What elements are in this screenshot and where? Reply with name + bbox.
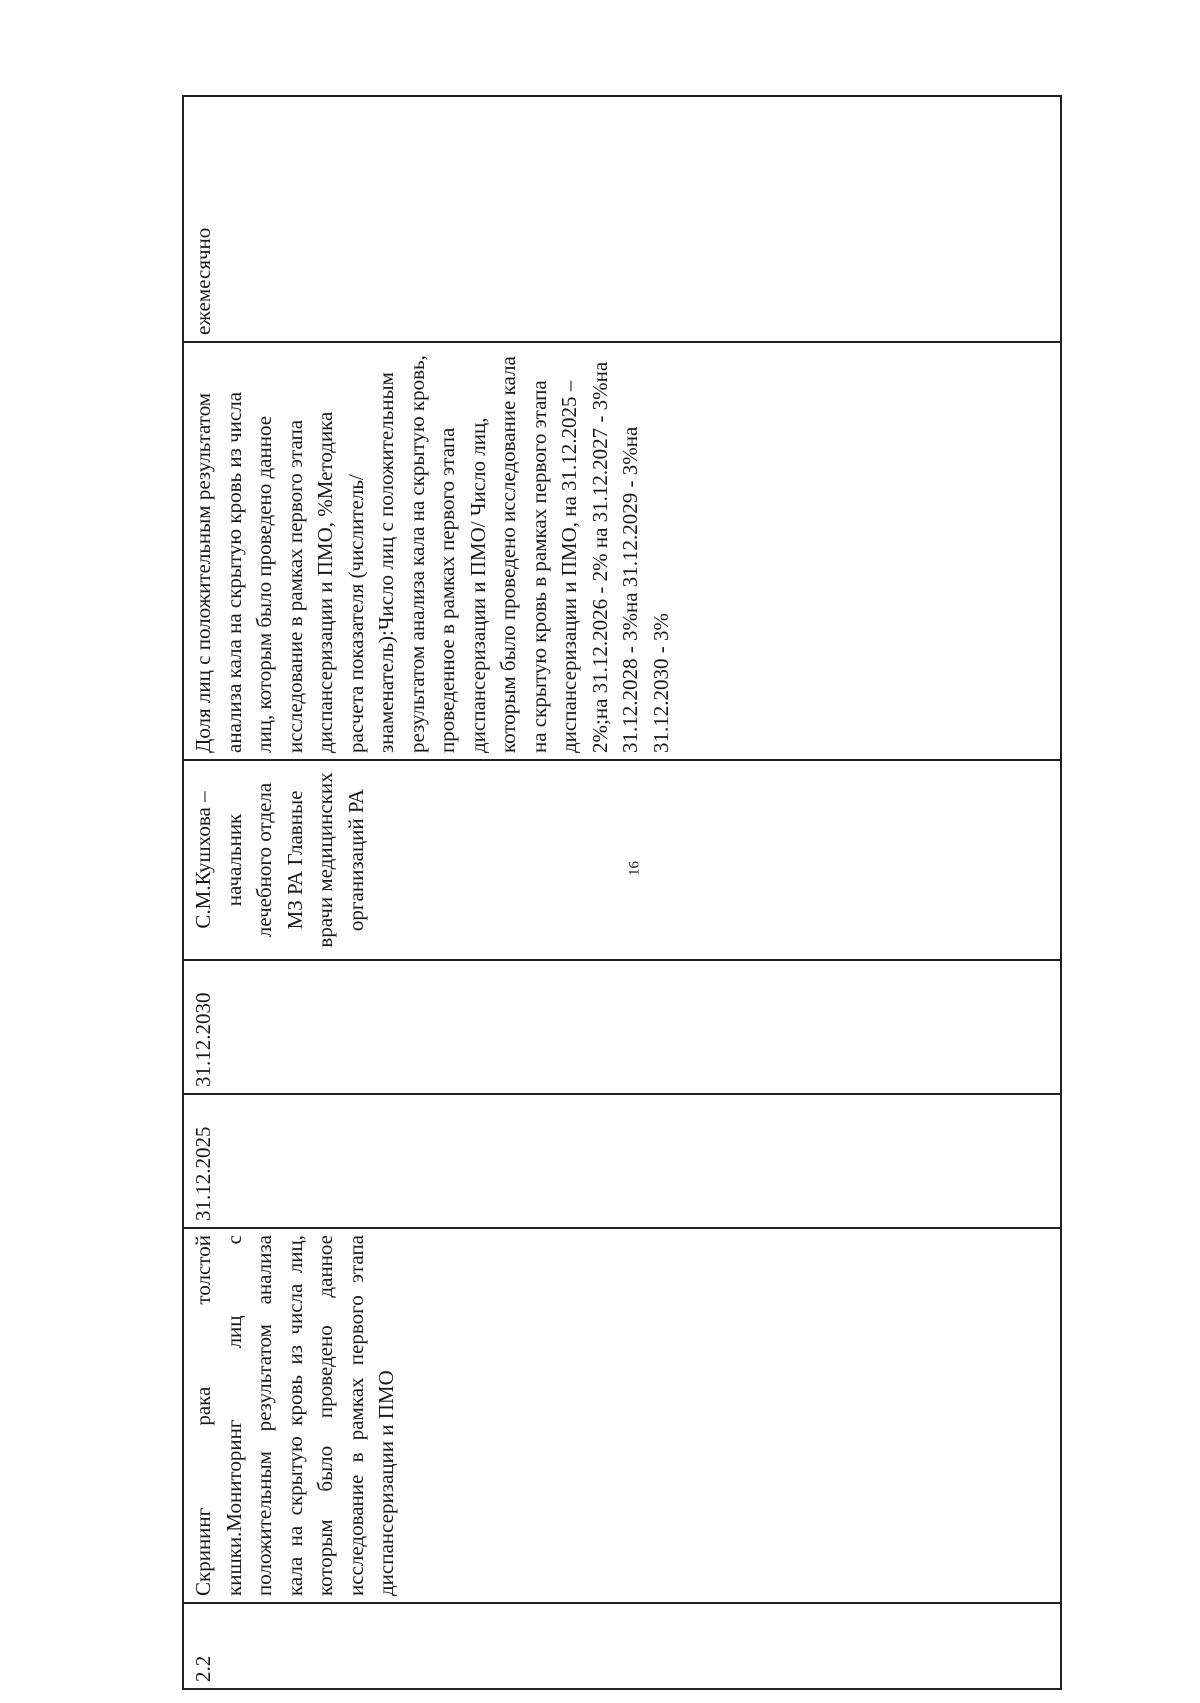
periodicity: ежемесячно: [191, 227, 215, 335]
measure-title: Скрининг рака толстой кишки.Мониторинг лиц с положительным результатом анализа кала на скрытую кровь из числа лиц, которым было проведено данное исследование в рамках первого этапа диспансеризации и ПМО: [191, 1235, 398, 1596]
responsible-cell: [183, 760, 1061, 960]
end-date-cell: [183, 960, 1061, 1094]
start-date-cell: [183, 1094, 1061, 1228]
page-number: 16: [626, 861, 643, 876]
row-number-cell: [183, 1603, 1061, 1689]
periodicity-cell: [183, 96, 1061, 342]
responsible-persons: С.М.Кушхова – начальник лечебного отдела МЗ РА Главные врачи медицинских организаций РА: [191, 772, 368, 948]
indicator-text: Доля лиц с положительным результатом анализа кала на скрытую кровь из числа лиц, которым было проведено данное исследование в рамках первого этапа диспансеризации и ПМО, %Методика расчета показателя (числитель/знаменатель):Число лиц с положительным результатом анализа кала на скрытую кровь, проведенное в рамках первого этапа диспансеризации и ПМО/ Число лиц, которым было проведено исследование кала на скрытую кровь в рамках первого этапа диспансеризации и ПМО, на 31.12.2025 – 2%;на 31.12.2026 - 2% на 31.12.2027 - 3%на 31.12.2028 - 3%на 31.12.2029 - 3%на 31.12.2030 - 3%: [191, 355, 673, 753]
rotated-table-page: [182, 97, 1062, 1690]
start-date: 31.12.2025: [191, 1126, 215, 1221]
table-row: [183, 96, 1061, 1689]
plan-table: [182, 95, 1062, 1690]
end-date: 31.12.2030: [191, 992, 215, 1087]
measure-title-cell: [183, 1228, 1061, 1603]
row-number: 2.2: [191, 1655, 215, 1682]
indicator-cell: [183, 342, 1061, 760]
